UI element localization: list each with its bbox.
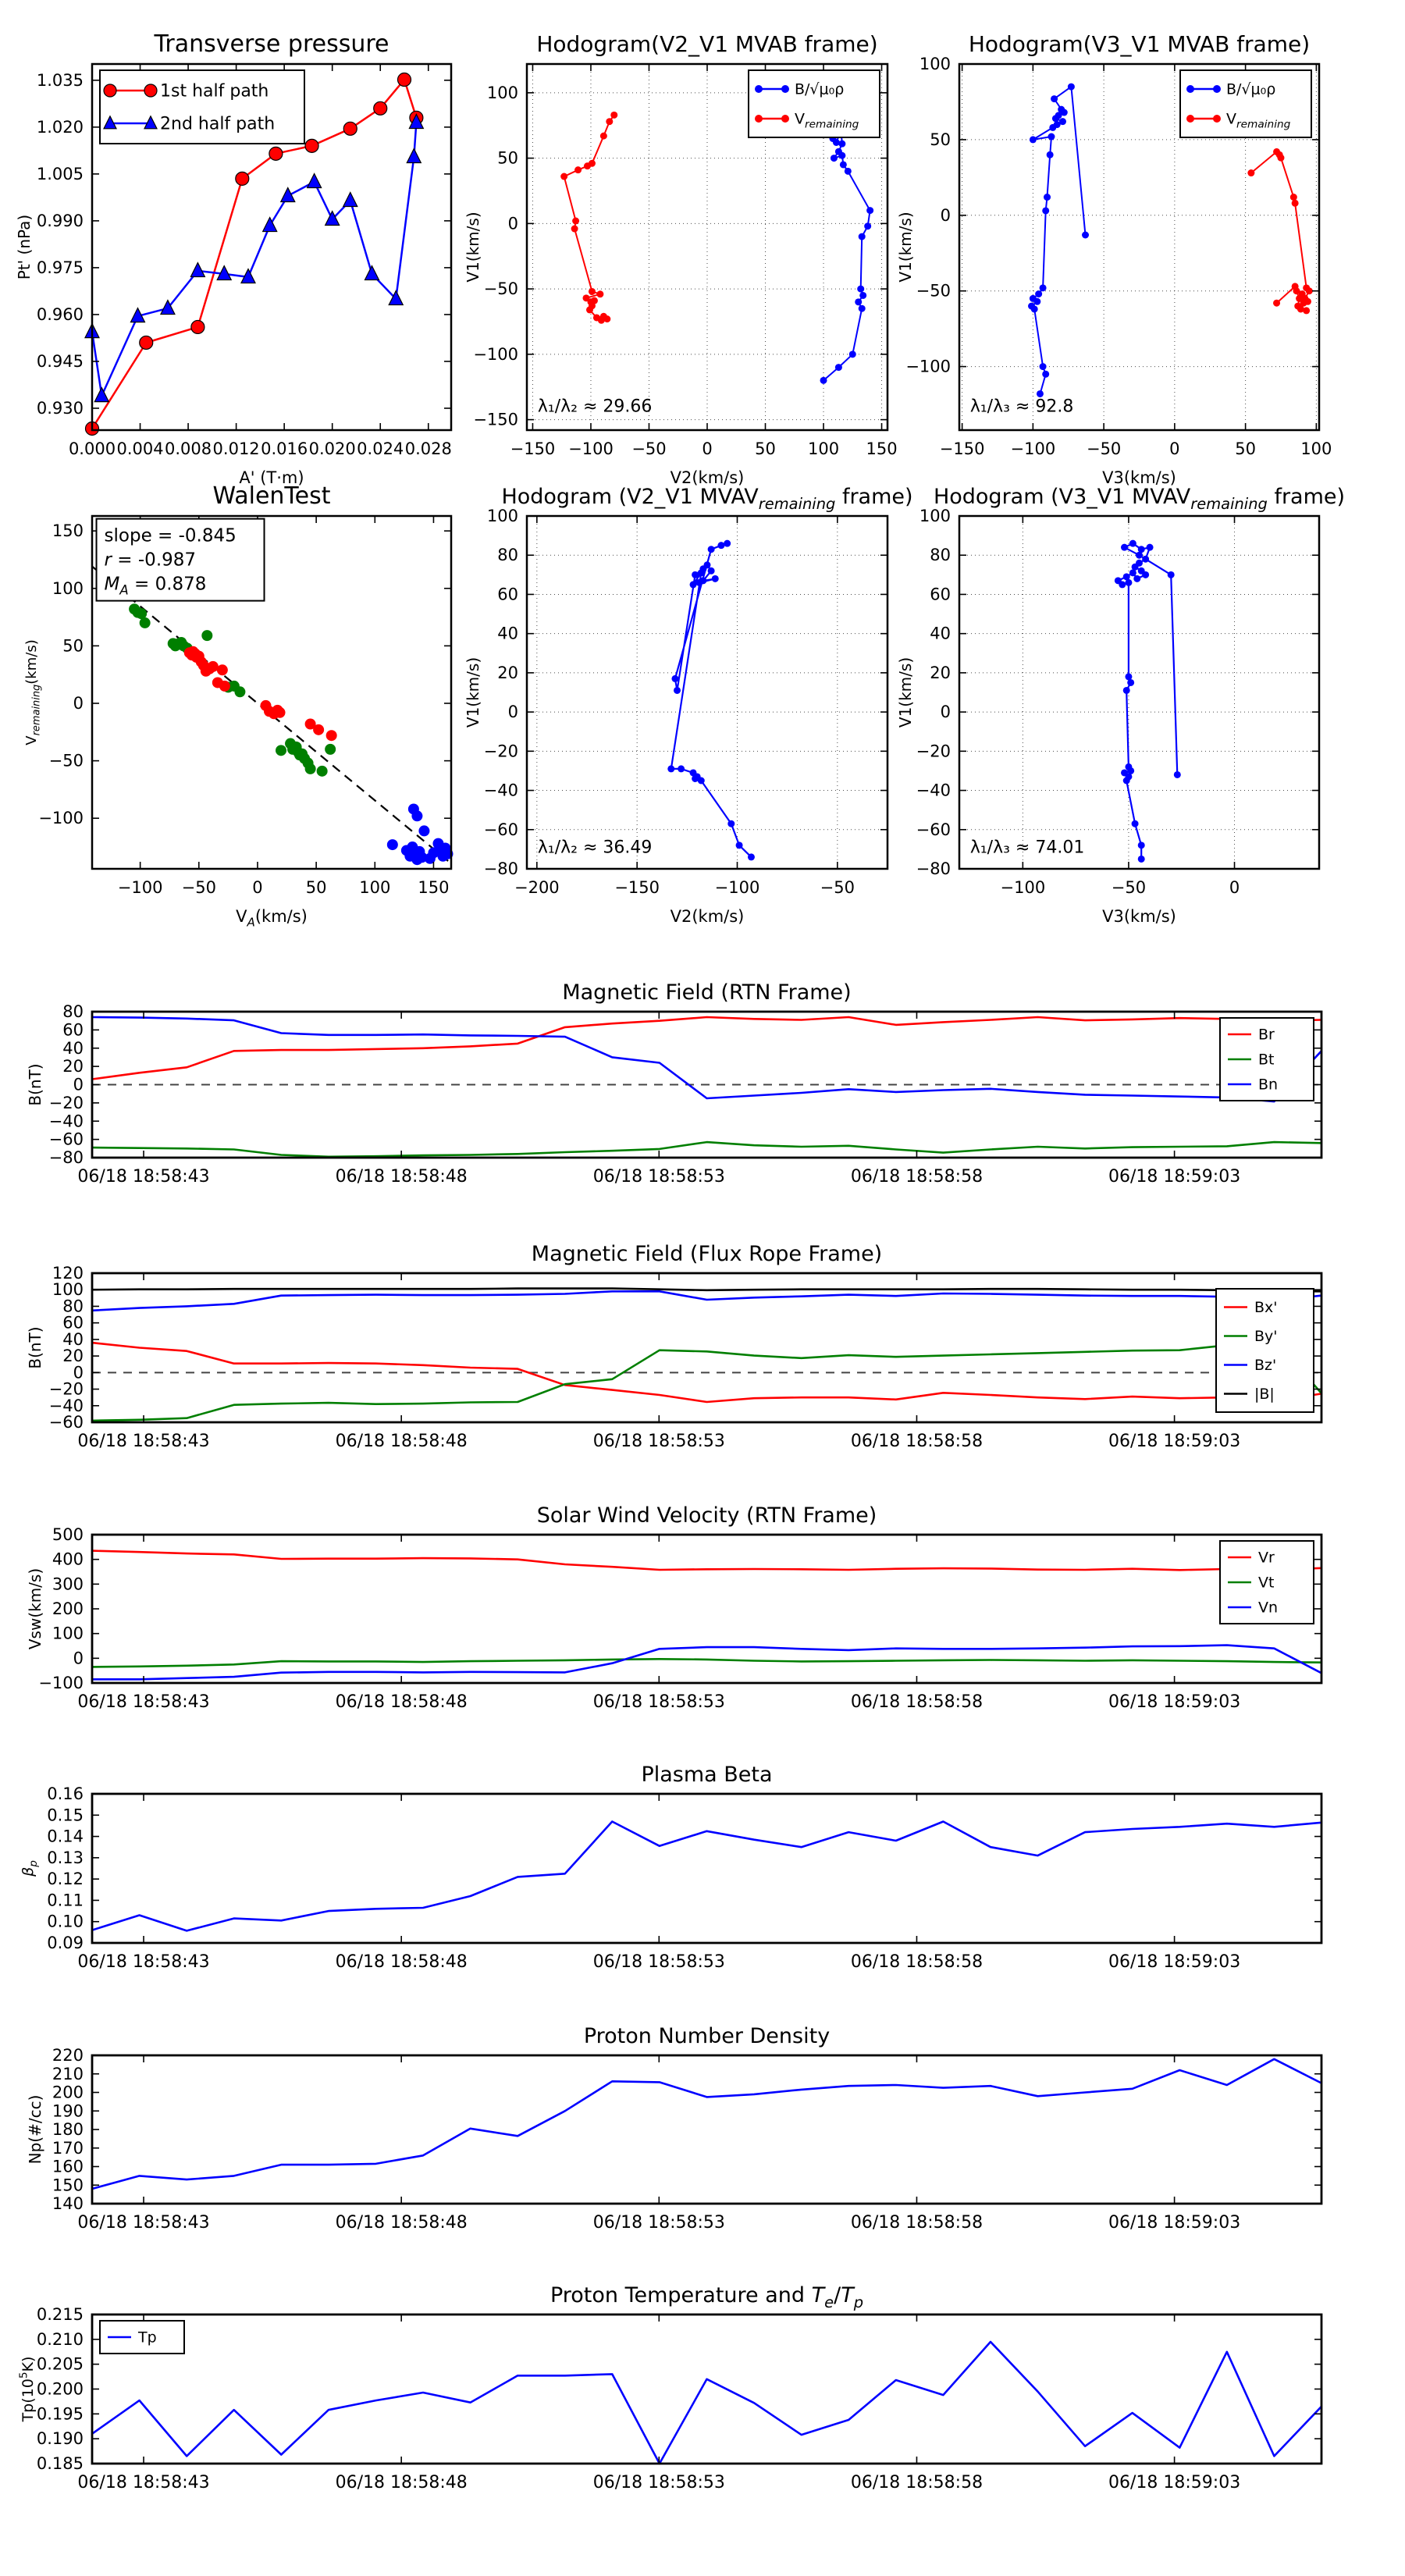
walen-test-xtick: 100: [359, 878, 391, 897]
transverse-pressure-xtick: 0.020: [308, 439, 356, 458]
svg-text:B/√μ₀ρ: B/√μ₀ρ: [795, 80, 845, 98]
proton-density-xtick: 06/18 18:58:48: [335, 2213, 468, 2233]
svg-text:Vt: Vt: [1258, 1574, 1275, 1592]
proton-temperature-ytick: 0.205: [36, 2354, 84, 2374]
b-rtn-ytick: −40: [48, 1112, 84, 1131]
transverse-pressure-ytick: 0.945: [36, 351, 84, 371]
walen-test-ytick: 50: [62, 636, 84, 656]
proton-temperature-ytick: 0.215: [36, 2305, 84, 2324]
hodogram-v3v1-mvav-ylabel: V1(km/s): [896, 656, 915, 728]
transverse-pressure-ytick: 0.975: [36, 258, 84, 277]
plasma-beta-ytick: 0.11: [47, 1891, 84, 1910]
svg-text:Tp: Tp: [138, 2329, 157, 2347]
hodogram-v3v1-mvab-xtick: 100: [1300, 439, 1332, 458]
svg-text:|B|: |B|: [1254, 1386, 1275, 1404]
hodogram-v3v1-mvav-xlabel: V3(km/s): [1102, 907, 1176, 926]
hodogram-v2v1-mvab-annotation: λ₁/λ₂ ≈ 29.66: [537, 397, 653, 417]
hodogram-v2v1-mvav-xtick: −200: [514, 878, 560, 897]
hodogram-v2v1-mvav-xtick: −150: [614, 878, 660, 897]
transverse-pressure-ytick: 1.035: [36, 70, 84, 90]
walen-test-xtick: −50: [181, 878, 216, 897]
b-flux-rope-series-B: [92, 1289, 1321, 1292]
b-rtn-xtick: 06/18 18:58:43: [77, 1167, 210, 1187]
b-flux-rope-title: Magnetic Field (Flux Rope Frame): [531, 1242, 883, 1266]
svg-text:B/√μ₀ρ: B/√μ₀ρ: [1226, 80, 1276, 98]
hodogram-v2v1-mvab-xtick: 100: [807, 439, 840, 458]
walen-test-ytick: 100: [52, 578, 84, 598]
vsw-rtn: [6, 1486, 1405, 1744]
svg-text:Vn: Vn: [1258, 1599, 1279, 1617]
walen-test-stats-box: [97, 519, 265, 601]
hodogram-v2v1-mvav-xlabel: V2(km/s): [670, 907, 745, 926]
b-rtn-ytick: 60: [62, 1020, 84, 1040]
hodogram-v3v1-mvav-ytick: 40: [930, 624, 951, 643]
hodogram-v3v1-mvab-xtick: 0: [1169, 439, 1180, 458]
hodogram-v2v1-mvav-frame: [527, 516, 887, 869]
proton-temperature-xtick: 06/18 18:58:58: [850, 2473, 984, 2492]
b-flux-rope-series-Bz': [92, 1291, 1321, 1311]
transverse-pressure-ytick: 0.990: [36, 211, 84, 230]
hodogram-v3v1-mvab-ytick: 50: [930, 130, 951, 149]
hodogram-v2v1-mvav-ytick: 20: [497, 663, 518, 682]
hodogram-v3v1-mvab-xlabel: V3(km/s): [1102, 468, 1176, 487]
hodogram-v3v1-mvav-annotation: λ₁/λ₃ ≈ 74.01: [969, 838, 1085, 858]
b-rtn-ytick: 80: [62, 1002, 84, 1021]
hodogram-v3v1-mvab-series-Vremaining: [1247, 148, 1312, 314]
proton-density-series-Np: [92, 2059, 1321, 2189]
walen-test-ylabel: $V_{remaining}(km/s)$: [23, 639, 43, 745]
hodogram-v3v1-mvav-ytick: −60: [916, 820, 951, 839]
b-rtn-ytick: 20: [62, 1057, 84, 1076]
plasma-beta-ytick: 0.12: [47, 1870, 84, 1889]
svg-text:Vremaining: $V_{remaining}$: [795, 110, 859, 131]
hodogram-v3v1-mvab-ytick: −100: [905, 357, 951, 376]
hodogram-v2v1-mvav-ytick: 80: [497, 546, 518, 565]
proton-density-ytick: 140: [52, 2194, 84, 2213]
hodogram-v2v1-mvab-ytick: −100: [473, 344, 518, 364]
svg-text:Bt: Bt: [1258, 1051, 1275, 1069]
transverse-pressure-xtick: 0.000: [68, 439, 116, 458]
vsw-rtn-ytick: −100: [38, 1674, 84, 1692]
b-flux-rope-ytick: 120: [52, 1264, 84, 1283]
hodogram-v2v1-mvav-ytick: −60: [483, 820, 518, 839]
vsw-rtn-legend: [1220, 1541, 1314, 1624]
hodogram-v2v1-mvav-xtick: −50: [820, 878, 855, 897]
plasma-beta-series-betap: [92, 1822, 1321, 1931]
proton-density-xtick: 06/18 18:59:03: [1108, 2213, 1241, 2233]
svg-text:slope = -0.845: slope = -0.845: [104, 525, 237, 546]
b-rtn-series-Bn: [92, 1017, 1321, 1101]
vsw-rtn-ytick: 100: [52, 1624, 84, 1643]
svg-text:Vr: Vr: [1258, 1549, 1275, 1567]
b-flux-rope-xtick: 06/18 18:58:48: [335, 1432, 468, 1451]
proton-temperature-xtick: 06/18 18:59:03: [1108, 2473, 1241, 2492]
hodogram-v2v1-mvab-series-B: [816, 116, 874, 384]
proton-density-ytick: 150: [52, 2176, 84, 2195]
b-rtn-xtick: 06/18 18:58:53: [592, 1167, 725, 1187]
plasma-beta-title: Plasma Beta: [641, 1763, 773, 1787]
proton-density-xtick: 06/18 18:58:43: [77, 2213, 210, 2233]
transverse-pressure-xtick: 0.024: [357, 439, 404, 458]
proton-density-ytick: 160: [52, 2157, 84, 2176]
b-flux-rope-ylabel: B(nT): [26, 1326, 44, 1369]
hodogram-v2v1-mvab-ytick: 50: [497, 148, 518, 168]
walen-test-xtick: 0: [252, 878, 263, 897]
hodogram-v2v1-mvav-ytick: 100: [486, 507, 518, 525]
proton-density-ytick: 220: [52, 2046, 84, 2065]
walen-test-xlabel: $V_A(km/s)$: [236, 907, 308, 930]
hodogram-v3v1-mvav-ytick: 100: [919, 507, 951, 525]
b-rtn: [6, 963, 1405, 1219]
plasma-beta: [6, 1745, 1405, 2004]
b-flux-rope-series-By': [92, 1340, 1321, 1421]
proton-density-frame: [92, 2055, 1321, 2204]
hodogram-v3v1-mvab-legend: [1180, 70, 1311, 137]
hodogram-v2v1-mvab-xtick: 0: [702, 439, 713, 458]
transverse-pressure-ytick: 1.020: [36, 117, 84, 137]
b-flux-rope-ytick: 0: [73, 1363, 84, 1382]
b-flux-rope-ytick: −60: [48, 1413, 84, 1432]
walen-test-ytick: −50: [48, 751, 84, 770]
b-rtn-ytick: 40: [62, 1038, 84, 1058]
hodogram-v2v1-mvav-ytick: 60: [497, 585, 518, 604]
plasma-beta-ylabel: $\beta_p$: [20, 1860, 40, 1877]
hodogram-v3v1-mvab-ytick: −50: [916, 281, 951, 301]
proton-density: [6, 2007, 1405, 2265]
hodogram-v3v1-mvav-ytick: 80: [930, 546, 951, 565]
walen-test-xtick: 150: [418, 878, 450, 897]
hodogram-v2v1-mvab-ytick: −50: [483, 279, 518, 299]
svg-text:Vremaining: $V_{remaining}$: [1226, 110, 1291, 131]
proton-temperature-ytick: 0.185: [36, 2454, 84, 2473]
plasma-beta-ytick: 0.13: [47, 1848, 84, 1867]
transverse-pressure-xlabel: A' (T·m): [239, 468, 304, 487]
walen-test-ytick: 150: [52, 521, 84, 541]
plasma-beta-xtick: 06/18 18:59:03: [1108, 1952, 1241, 1972]
hodogram-v3v1-mvav-ytick: 60: [930, 585, 951, 604]
hodogram-v3v1-mvav: [873, 468, 1403, 930]
hodogram-v3v1-mvab-ytick: 100: [919, 55, 951, 73]
hodogram-v2v1-mvab-xtick: −150: [510, 439, 556, 458]
b-rtn-ytick: −60: [48, 1130, 84, 1149]
vsw-rtn-series-Vt: [92, 1659, 1321, 1667]
plasma-beta-xtick: 06/18 18:58:58: [850, 1952, 984, 1972]
hodogram-v3v1-mvab-xtick: 50: [1235, 439, 1256, 458]
hodogram-v2v1-mvab-ylabel: V1(km/s): [464, 212, 482, 283]
svg-text:Bx': Bx': [1254, 1299, 1278, 1317]
proton-temperature-ytick: 0.200: [36, 2379, 84, 2399]
hodogram-v2v1-mvav-ytick: 40: [497, 624, 518, 643]
hodogram-v3v1-mvav-title: Hodogram (V3_V1 $MVAV_{remaining}$ frame): [933, 485, 1346, 513]
proton-temperature-xtick: 06/18 18:58:43: [77, 2473, 210, 2492]
b-rtn-ylabel: B(nT): [26, 1063, 44, 1106]
b-flux-rope-xtick: 06/18 18:58:53: [592, 1432, 725, 1451]
hodogram-v2v1-mvab-ytick: 100: [486, 83, 518, 102]
vsw-rtn-ytick: 500: [52, 1525, 84, 1544]
hodogram-v3v1-mvav-series-V: [1115, 540, 1181, 863]
hodogram-v2v1-mvab-xtick: 50: [755, 439, 776, 458]
transverse-pressure-xtick: 0.008: [165, 439, 212, 458]
vsw-rtn-series-Vr: [92, 1551, 1321, 1571]
hodogram-v3v1-mvab-title: Hodogram(V3_V1 MVAB frame): [968, 31, 1311, 57]
b-flux-rope-ytick: 100: [52, 1280, 84, 1300]
plasma-beta-ytick: 0.16: [47, 1784, 84, 1803]
proton-density-ytick: 170: [52, 2138, 84, 2158]
vsw-rtn-xtick: 06/18 18:58:53: [592, 1692, 725, 1712]
vsw-rtn-ytick: 300: [52, 1574, 84, 1594]
vsw-rtn-ylabel: Vsw(km/s): [26, 1567, 44, 1650]
proton-temperature-legend: [100, 2321, 184, 2354]
proton-temperature-series-Tp: [92, 2342, 1321, 2464]
b-rtn-legend: [1220, 1018, 1314, 1101]
vsw-rtn-ytick: 400: [52, 1550, 84, 1569]
hodogram-v2v1-mvab-ytick: −150: [473, 410, 518, 429]
hodogram-v3v1-mvab: [873, 16, 1403, 491]
hodogram-v2v1-mvav-ytick: 0: [507, 703, 518, 722]
hodogram-v2v1-mvab-xlabel: V2(km/s): [670, 468, 745, 487]
svg-text:Bz': Bz': [1254, 1357, 1277, 1375]
hodogram-v3v1-mvab-xtick: −50: [1086, 439, 1122, 458]
vsw-rtn-xtick: 06/18 18:58:48: [335, 1692, 468, 1712]
vsw-rtn-xtick: 06/18 18:58:43: [77, 1692, 210, 1712]
proton-temperature-ytick: 0.195: [36, 2404, 84, 2424]
walen-test-title: WalenTest: [212, 482, 331, 510]
plasma-beta-xtick: 06/18 18:58:43: [77, 1952, 210, 1972]
proton-density-ytick: 200: [52, 2083, 84, 2102]
transverse-pressure-ylabel: Pt' (nPa): [15, 214, 34, 280]
proton-density-xtick: 06/18 18:58:53: [592, 2213, 725, 2233]
hodogram-v3v1-mvav-ytick: 20: [930, 663, 951, 682]
b-flux-rope: [6, 1225, 1405, 1483]
proton-density-ylabel: Np(#/cc): [26, 2094, 44, 2165]
hodogram-v3v1-mvav-xtick: −50: [1111, 878, 1147, 897]
b-flux-rope-ytick: −20: [48, 1379, 84, 1399]
hodogram-v2v1-mvav-series-V: [667, 540, 755, 861]
proton-temperature-title: Proton Temperature and $T_e/T_p$: [550, 2283, 864, 2311]
b-rtn-xtick: 06/18 18:59:03: [1108, 1167, 1241, 1187]
proton-density-ytick: 210: [52, 2064, 84, 2083]
proton-density-title: Proton Number Density: [583, 2024, 831, 2048]
b-rtn-ytick: 0: [73, 1075, 84, 1094]
b-rtn-ytick: −80: [48, 1148, 84, 1167]
hodogram-v3v1-mvab-xtick: −150: [939, 439, 985, 458]
proton-temperature-xtick: 06/18 18:58:53: [592, 2473, 725, 2492]
b-rtn-xtick: 06/18 18:58:48: [335, 1167, 468, 1187]
hodogram-v2v1-mvab-legend: [749, 70, 880, 137]
transverse-pressure-xtick: 0.012: [212, 439, 260, 458]
hodogram-v3v1-mvav-xtick: −100: [1000, 878, 1046, 897]
svg-text:2nd half path: 2nd half path: [160, 114, 276, 134]
proton-temperature-frame: [92, 2314, 1321, 2464]
plasma-beta-ytick: 0.10: [47, 1912, 84, 1931]
b-rtn-ytick: −20: [48, 1093, 84, 1112]
transverse-pressure-xtick: 0.028: [404, 439, 452, 458]
hodogram-v3v1-mvav-ytick: 0: [940, 703, 951, 722]
proton-density-xtick: 06/18 18:58:58: [850, 2213, 984, 2233]
b-rtn-title: Magnetic Field (RTN Frame): [562, 980, 852, 1005]
svg-text:By': By': [1254, 1328, 1278, 1346]
plasma-beta-ytick: 0.15: [47, 1806, 84, 1825]
hodogram-v2v1-mvav-ytick: −20: [483, 742, 518, 761]
transverse-pressure-xtick: 0.004: [116, 439, 164, 458]
hodogram-v3v1-mvav-ytick: −80: [916, 859, 951, 878]
hodogram-v2v1-mvab-series-Vremaining: [560, 112, 617, 324]
hodogram-v3v1-mvab-annotation: λ₁/λ₃ ≈ 92.8: [969, 397, 1074, 417]
plasma-beta-ytick: 0.09: [47, 1934, 84, 1952]
hodogram-v3v1-mvav-ytick: −40: [916, 781, 951, 800]
b-flux-rope-xtick: 06/18 18:58:58: [850, 1432, 984, 1451]
transverse-pressure-ytick: 0.960: [36, 304, 84, 324]
walen-test-series-firsthalf: [129, 603, 336, 777]
vsw-rtn-ytick: 0: [73, 1649, 84, 1668]
hodogram-v2v1-mvab-title: Hodogram(V2_V1 MVAB frame): [536, 31, 878, 57]
hodogram-v3v1-mvab-series-B: [1028, 84, 1089, 397]
plasma-beta-xtick: 06/18 18:58:53: [592, 1952, 725, 1972]
svg-text:Br: Br: [1258, 1026, 1275, 1044]
hodogram-v3v1-mvab-ylabel: V1(km/s): [896, 212, 915, 283]
hodogram-v2v1-mvav-xtick: −100: [714, 878, 760, 897]
svg-text:MA = 0.878: $M_A = 0.878$: [104, 574, 207, 598]
b-rtn-xtick: 06/18 18:58:58: [850, 1167, 984, 1187]
b-rtn-series-Bt: [92, 1142, 1321, 1157]
walen-test-xtick: 50: [305, 878, 327, 897]
b-flux-rope-ytick: 60: [62, 1313, 84, 1332]
hodogram-v2v1-mvav-ylabel: V1(km/s): [464, 656, 482, 728]
b-flux-rope-xtick: 06/18 18:59:03: [1108, 1432, 1241, 1451]
hodogram-v2v1-mvab-xtick: −100: [568, 439, 614, 458]
hodogram-v3v1-mvav-xtick: 0: [1229, 878, 1240, 897]
b-flux-rope-xtick: 06/18 18:58:43: [77, 1432, 210, 1451]
hodogram-v3v1-mvab-ytick: 0: [940, 205, 951, 225]
hodogram-v2v1-mvav-ytick: −40: [483, 781, 518, 800]
hodogram-v2v1-mvav-title: Hodogram (V2_V1 $MVAV_{remaining}$ frame): [501, 485, 913, 513]
hodogram-v2v1-mvav-ytick: −80: [483, 859, 518, 878]
proton-temperature-ylabel: $Tp(10^5K)$: [17, 2356, 37, 2422]
proton-density-ytick: 190: [52, 2101, 84, 2121]
vsw-rtn-ytick: 200: [52, 1599, 84, 1618]
proton-temperature-xtick: 06/18 18:58:48: [335, 2473, 468, 2492]
b-flux-rope-legend: [1216, 1289, 1314, 1412]
proton-temperature-ytick: 0.190: [36, 2429, 84, 2449]
vsw-rtn-xtick: 06/18 18:58:58: [850, 1692, 984, 1712]
b-flux-rope-ytick: 20: [62, 1347, 84, 1366]
svg-text:1st half path: 1st half path: [160, 81, 269, 101]
proton-temperature: [6, 2266, 1405, 2524]
hodogram-v2v1-mvav-annotation: λ₁/λ₂ ≈ 36.49: [537, 838, 653, 858]
hodogram-v3v1-mvav-ytick: −20: [916, 742, 951, 761]
transverse-pressure-legend: [100, 70, 304, 144]
hodogram-v3v1-mvab-xtick: −100: [1010, 439, 1056, 458]
hodogram-v2v1-mvab-xtick: −50: [631, 439, 667, 458]
walen-test-xtick: −100: [117, 878, 163, 897]
transverse-pressure-ytick: 0.930: [36, 398, 84, 418]
transverse-pressure-ytick: 1.005: [36, 164, 84, 183]
vsw-rtn-xtick: 06/18 18:59:03: [1108, 1692, 1241, 1712]
walen-test-series-mid: [184, 646, 337, 741]
svg-text:r = -0.987: r = -0.987: [104, 550, 197, 571]
transverse-pressure-title: Transverse pressure: [154, 30, 389, 58]
walen-test-ytick: 0: [73, 693, 84, 713]
hodogram-v2v1-mvab-ytick: 0: [507, 214, 518, 233]
svg-text:Bn: Bn: [1258, 1076, 1279, 1094]
plasma-beta-xtick: 06/18 18:58:48: [335, 1952, 468, 1972]
b-flux-rope-ytick: 80: [62, 1297, 84, 1316]
proton-temperature-ytick: 0.210: [36, 2329, 84, 2349]
b-flux-rope-ytick: 40: [62, 1329, 84, 1349]
transverse-pressure-xtick: 0.016: [261, 439, 308, 458]
b-flux-rope-ytick: −40: [48, 1396, 84, 1415]
b-rtn-series-Br: [92, 1017, 1321, 1080]
vsw-rtn-title: Solar Wind Velocity (RTN Frame): [536, 1503, 877, 1528]
proton-density-ytick: 180: [52, 2120, 84, 2139]
plasma-beta-ytick: 0.14: [47, 1827, 84, 1846]
walen-test-ytick: −100: [38, 809, 84, 828]
hodogram-v2v1-mvab-xtick: 150: [866, 439, 898, 458]
